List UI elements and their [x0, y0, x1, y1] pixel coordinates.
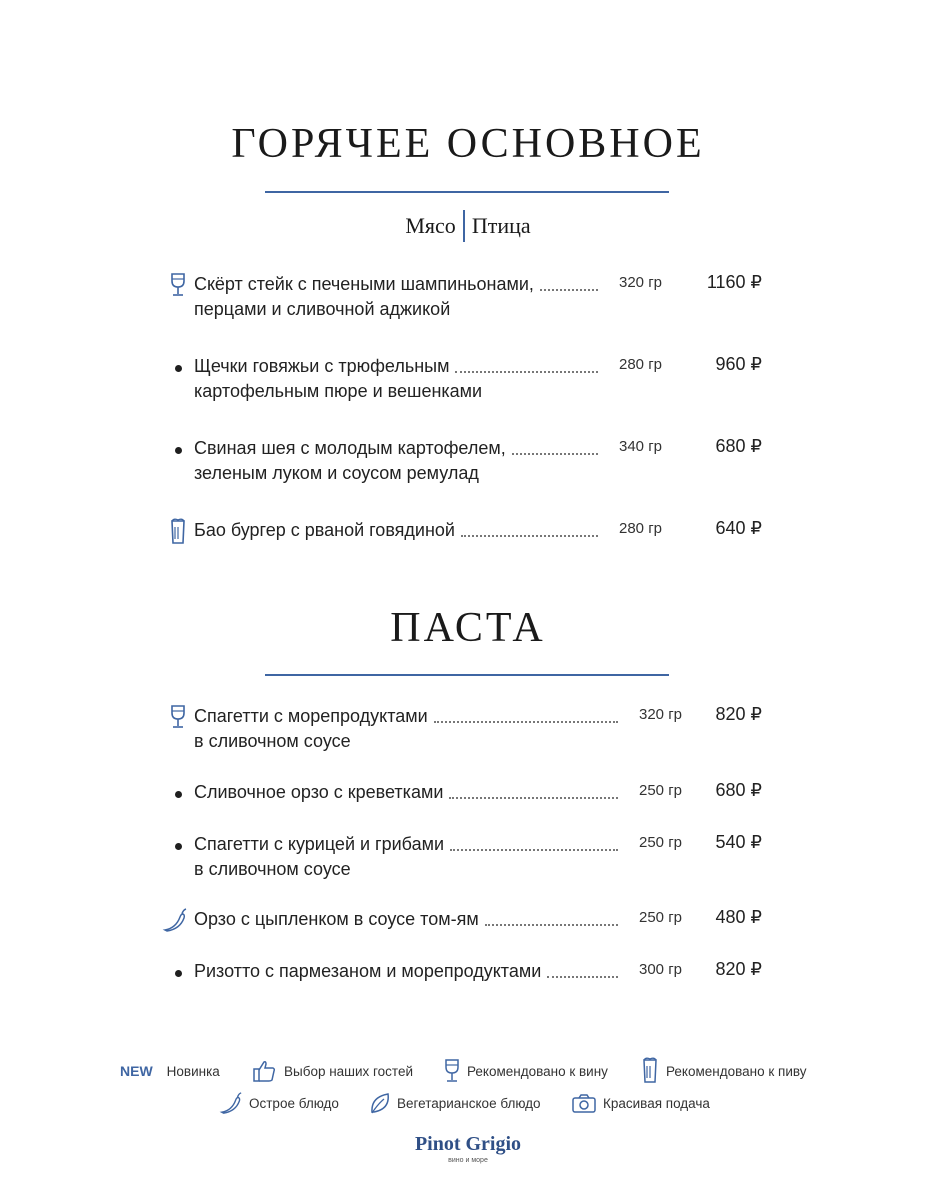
item-price: 640 ₽	[715, 518, 762, 538]
item-price: 1160 ₽	[706, 272, 762, 292]
thumbs-up-icon	[252, 1058, 278, 1084]
legend-guests-choice	[252, 1058, 413, 1084]
menu-item	[168, 436, 768, 492]
beer-glass-icon	[168, 518, 188, 546]
camera-icon	[571, 1092, 597, 1114]
item-price: 680 ₽	[715, 780, 762, 800]
menu-item	[168, 832, 768, 888]
bullet-icon	[168, 959, 188, 987]
item-name-continued: зеленым луком и соусом ремулад	[194, 463, 479, 483]
item-name: Скёрт стейк с печеными шампиньонами,	[194, 274, 534, 294]
bullet-icon	[168, 354, 188, 382]
legend-vegetarian-label: Вегетарианское блюдо	[397, 1095, 541, 1111]
menu-item	[168, 354, 768, 410]
subtitle-meat: Мясо	[405, 213, 456, 238]
legend-guests-label: Выбор наших гостей	[284, 1063, 414, 1079]
item-weight: 280 гр	[619, 520, 663, 537]
wine-glass-icon	[168, 272, 188, 300]
menu-item	[162, 907, 768, 963]
subtitle-divider	[463, 210, 465, 242]
bullet-icon	[168, 832, 188, 860]
title-underline	[265, 674, 669, 676]
item-price: 480 ₽	[715, 907, 762, 927]
legend-presentation	[571, 1092, 710, 1114]
item-name: Спагетти с курицей и грибами	[194, 834, 445, 854]
brand-tagline: вино и море	[448, 1157, 488, 1164]
bullet-icon	[168, 780, 188, 808]
chili-pepper-icon	[162, 907, 188, 935]
menu-item	[168, 272, 768, 328]
item-name: Спагетти с морепродуктами	[194, 706, 428, 726]
legend-beer	[640, 1057, 807, 1085]
item-weight: 300 гр	[639, 961, 683, 978]
legend-spicy	[219, 1091, 339, 1115]
legend-new	[120, 1063, 220, 1079]
item-name-continued: перцами и сливочной аджикой	[194, 299, 451, 319]
legend-wine	[443, 1058, 608, 1084]
chili-pepper-icon	[219, 1091, 243, 1115]
legend-spicy-label: Острое блюдо	[249, 1095, 339, 1111]
item-weight: 250 гр	[639, 834, 683, 851]
legend-new-label: Новинка	[166, 1063, 220, 1079]
item-price: 540 ₽	[715, 832, 762, 852]
menu-item	[168, 518, 768, 574]
legend-vegetarian	[369, 1091, 541, 1115]
bullet-icon	[168, 436, 188, 464]
subtitle-poultry: Птица	[471, 213, 531, 238]
legend-wine-label: Рекомендовано к вину	[467, 1063, 608, 1079]
item-name: Орзо с цыпленком в соусе том-ям	[194, 909, 479, 929]
beer-glass-icon	[640, 1057, 660, 1085]
new-badge: NEW	[120, 1063, 153, 1079]
item-name: Щечки говяжьи с трюфельным	[194, 356, 450, 376]
menu-item	[168, 959, 768, 1015]
menu-item	[168, 780, 768, 836]
item-weight: 340 гр	[619, 438, 663, 455]
item-price: 960 ₽	[715, 354, 762, 374]
item-weight: 250 гр	[639, 782, 683, 799]
item-weight: 280 гр	[619, 356, 663, 373]
item-name-continued: картофельным пюре и вешенками	[194, 381, 483, 401]
item-name: Бао бургер с рваной говядиной	[194, 520, 455, 540]
wine-glass-icon	[168, 704, 188, 732]
item-name: Свиная шея с молодым картофелем,	[194, 438, 506, 458]
item-weight: 320 гр	[619, 274, 663, 291]
legend-beer-label: Рекомендовано к пиву	[666, 1063, 807, 1079]
item-name-continued: в сливочном соусе	[194, 859, 351, 879]
category-subtitle	[0, 210, 936, 242]
item-price: 680 ₽	[715, 436, 762, 456]
item-name-continued: в сливочном соусе	[194, 731, 351, 751]
item-name: Сливочное орзо с креветками	[194, 782, 444, 802]
section-title-pasta: ПАСТА	[390, 605, 546, 651]
item-price: 820 ₽	[715, 704, 762, 724]
legend-presentation-label: Красивая подача	[603, 1095, 710, 1111]
menu-item	[168, 704, 768, 760]
title-underline	[265, 191, 669, 193]
item-weight: 250 гр	[639, 909, 683, 926]
item-name: Ризотто с пармезаном и морепродуктами	[194, 961, 542, 981]
leaf-icon	[369, 1091, 391, 1115]
item-weight: 320 гр	[639, 706, 683, 723]
item-price: 820 ₽	[715, 959, 762, 979]
section-title-hot-main: ГОРЯЧЕЕ ОСНОВНОЕ	[231, 121, 705, 167]
wine-glass-icon	[443, 1058, 461, 1084]
brand-logo: Pinot Grigio	[414, 1133, 522, 1155]
